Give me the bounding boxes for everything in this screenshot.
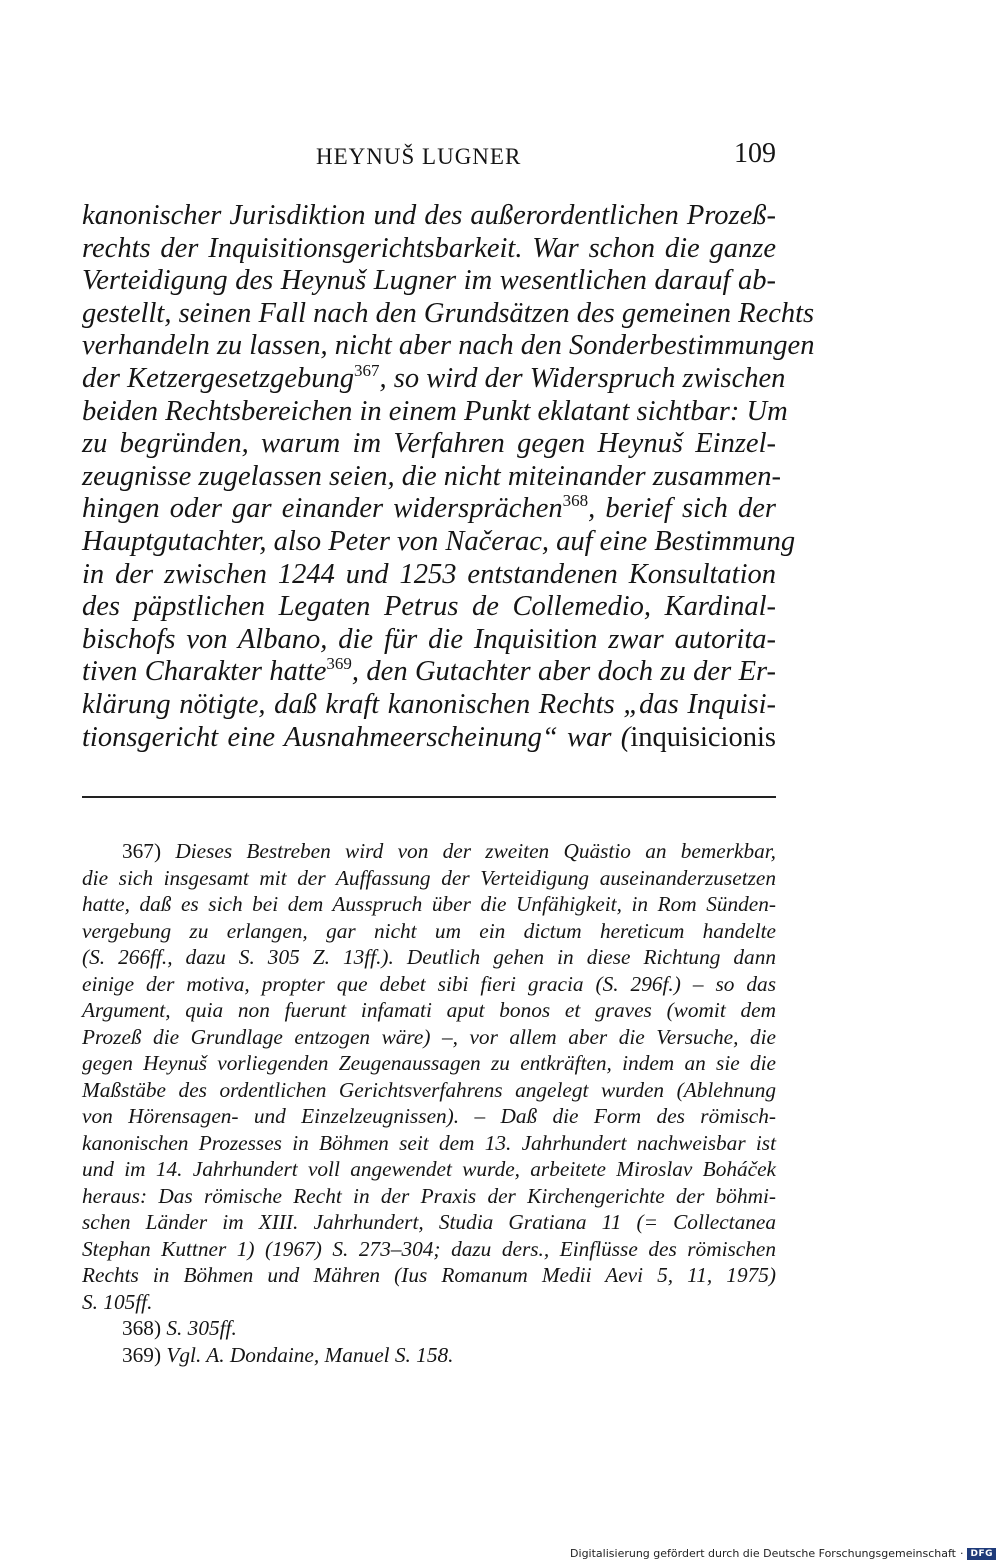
text-line: rechts der Inquisitionsgerichtsbarkeit. War schon die ganze bbox=[82, 232, 776, 264]
text-line: verhandeln zu lassen, nicht aber nach den Sonderbestimmungen bbox=[82, 330, 815, 362]
text-line: tionsgericht eine Ausnahmeerscheinung“ war (inquisicionis bbox=[82, 721, 776, 753]
footnote-ref-368: 368 bbox=[562, 491, 589, 511]
text-line: zu begründen, warum im Verfahren gegen Heynuš Einzel- bbox=[82, 428, 776, 460]
text-line: beiden Rechtsbereichen in einem Punkt eklatant sichtbar: Um bbox=[82, 395, 788, 427]
footnote-367-line: hatte, daß es sich bei dem Ausspruch über die Unfähigkeit, in Rom Sünden- bbox=[82, 892, 776, 916]
footnote-ref-369: 369 bbox=[326, 654, 352, 674]
footnote-367-line: S. 105ff. bbox=[82, 1289, 153, 1314]
footnote-separator bbox=[82, 796, 776, 798]
footnote-367-line: (S. 266ff., dazu S. 305 Z. 13ff.). Deutlich gehen in diese Richtung dann bbox=[82, 945, 776, 969]
footnote-number: 369) bbox=[122, 1342, 162, 1367]
page-header bbox=[82, 138, 776, 178]
footnote-367-line: gegen Heynuš vorliegenden Zeugenaussagen zu entkräften, indem an sie die bbox=[82, 1051, 776, 1075]
footnote-367-line: die sich insgesamt mit der Auffassung der Verteidigung auseinanderzusetzen bbox=[82, 865, 776, 890]
text-line: gestellt, seinen Fall nach den Grundsätzen des gemeinen Rechts bbox=[82, 297, 815, 329]
text-line: Hauptgutachter, also Peter von Načerac, auf eine Bestimmung bbox=[82, 525, 796, 557]
footnote-number: 367) bbox=[122, 839, 162, 863]
footnote-367-line: kanonischen Prozesses in Böhmen seit dem 13. Jahrhundert nachweisbar ist bbox=[82, 1130, 776, 1155]
footnote-367-line: von Hörensagen- und Einzelzeugnissen). – Daß die Form des römisch- bbox=[82, 1104, 776, 1128]
footnote-367-line: vergebung zu erlangen, gar nicht um ein dictum hereticum handelte bbox=[82, 918, 776, 943]
footnote-369: 369) Vgl. A. Dondaine, Manuel S. 158. bbox=[122, 1342, 454, 1367]
running-head: HEYNUŠ LUGNER bbox=[316, 144, 522, 169]
footnote-367-line: heraus: Das römische Recht in der Praxis der Kirchengerichte der böhmi- bbox=[82, 1183, 776, 1208]
footnote-367-line: und im 14. Jahrhundert voll angewendet wurde, arbeitete Miroslav Boháček bbox=[82, 1157, 776, 1181]
main-text bbox=[82, 200, 815, 754]
text-line: der Ketzergesetzgebung$^{367}$, so wird der Widerspruch zwischen bbox=[82, 360, 786, 394]
footnote-ref-367: 367 bbox=[354, 360, 380, 380]
footnote-368: 368) S. 305ff. bbox=[122, 1316, 237, 1340]
credit-text: Digitalisierung gefördert durch die Deutsche Forschungsgemeinschaft bbox=[570, 1547, 956, 1560]
footnote-367-line: Prozeß die Grundlage entzogen wäre) –, vor allem aber die Versuche, die bbox=[82, 1024, 776, 1049]
text-line: klärung nötigte, daß kraft kanonischen Rechts „das Inquisi- bbox=[82, 688, 776, 720]
footnote-367-line: Stephan Kuttner 1) (1967) S. 273–304; dazu ders., Einflüsse des römischen bbox=[82, 1236, 776, 1261]
footnote-367-line: 367) Dieses Bestreben wird von der zweiten Quästio an bemerkbar, bbox=[122, 839, 777, 863]
text-line: in der zwischen 1244 und 1253 entstandenen Konsultation bbox=[82, 558, 776, 590]
text-line: kanonischer Jurisdiktion und des außerordentlichen Prozeß- bbox=[82, 200, 776, 231]
text-line: bischofs von Albano, die für die Inquisition zwar autorita- bbox=[82, 623, 776, 655]
text-line: hingen oder gar einander widersprächen$^{368}$, berief sich der bbox=[82, 491, 776, 525]
digitization-credit: Digitalisierung gefördert durch die Deutsche Forschungsgemeinschaft · DFG bbox=[570, 1547, 996, 1560]
footnotes bbox=[82, 838, 776, 1368]
footnote-367-line: Argument, quia non fuerunt infamati aput bonos et graves (womit dem bbox=[82, 998, 776, 1022]
footnote-367-line: Maßstäbe des ordentlichen Gerichtsverfahrens angelegt wurden (Ablehnung bbox=[82, 1077, 776, 1102]
text-line: tiven Charakter hatte$^{369}$, den Gutachter aber doch zu der Er- bbox=[82, 654, 777, 688]
page-number: 109 bbox=[734, 138, 776, 169]
footnote-number: 368) bbox=[122, 1316, 162, 1340]
footnote-367-line: Rechts in Böhmen und Mähren (Ius Romanum Medii Aevi 5, 11, 1975) bbox=[82, 1263, 776, 1287]
footnote-367-line: schen Länder im XIII. Jahrhundert, Studia Gratiana 11 (= Collectanea bbox=[82, 1210, 776, 1234]
text-line: Verteidigung des Heynuš Lugner im wesentlichen darauf ab- bbox=[82, 265, 776, 297]
footnote-367-line: einige der motiva, propter que debet sibi fieri gracia (S. 296f.) – so das bbox=[82, 971, 776, 996]
text-line: zeugnisse zugelassen seien, die nicht miteinander zusammen- bbox=[82, 460, 781, 492]
dfg-logo-icon: DFG bbox=[967, 1548, 996, 1560]
text-line: des päpstlichen Legaten Petrus de Collemedio, Kardinal- bbox=[82, 591, 776, 623]
